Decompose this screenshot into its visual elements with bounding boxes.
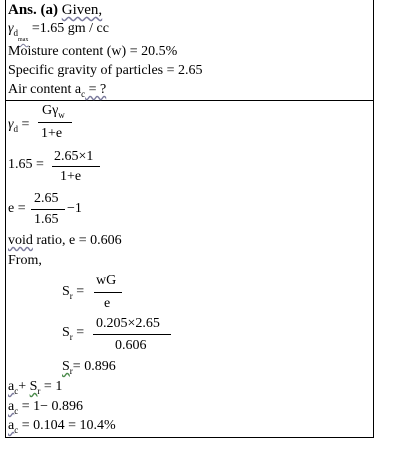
eq3-fraction-bar xyxy=(31,209,65,210)
divider xyxy=(5,100,373,101)
eq5-denominator: 0.606 xyxy=(115,338,147,353)
air-content: Air content $a_c$ = ? xyxy=(8,82,107,99)
eq3-denominator: 1.65 xyxy=(34,212,59,227)
final-line-2: $a_c = 1- 0.896$ xyxy=(8,399,84,416)
eq1-fraction-bar xyxy=(38,122,72,123)
eq3-tail: −1 xyxy=(67,201,82,216)
final-line-3: $a_c = 0.104 = 10.4\%$ xyxy=(8,418,116,435)
sr-value: $S_r= 0.896$ xyxy=(62,359,116,376)
eq1-denominator: 1+e xyxy=(41,126,63,141)
eq1-lhs: $\gamma_d$ = xyxy=(8,117,30,134)
answer-label: Ans. (a) xyxy=(8,2,59,18)
given-label: Given, xyxy=(61,2,103,18)
eq2-numerator: 2.65×1 xyxy=(54,149,94,164)
eq2-fraction-bar xyxy=(52,166,100,167)
moisture-content: Moisture content (w) = 20.5% xyxy=(8,44,178,59)
eq3-lhs: e = xyxy=(8,201,26,216)
void-ratio-line: void ratio, e = 0.606 xyxy=(8,233,122,248)
gamma-symbol: γ xyxy=(8,21,14,36)
eq1-numerator: $G\gamma_w$ xyxy=(42,103,65,120)
eq5-fraction-bar xyxy=(93,334,171,335)
eq2-lhs: 1.65 = xyxy=(8,157,44,172)
gamma-value: =1.65 gm / cc xyxy=(31,21,109,36)
eq4-denominator: e xyxy=(104,296,111,311)
from-label: From, xyxy=(8,253,42,268)
eq4-lhs: $S_r$ = xyxy=(62,284,85,301)
eq2-denominator: 1+e xyxy=(60,169,82,184)
answer-header xyxy=(8,3,102,18)
eq4-fraction-bar xyxy=(94,292,122,293)
eq5-numerator: 0.205×2.65 xyxy=(96,316,160,331)
final-line-1: $a_c+ S_r = 1$ xyxy=(8,379,63,396)
eq5-lhs: $S_r$ = xyxy=(62,325,85,342)
specific-gravity: Specific gravity of particles = 2.65 xyxy=(8,63,203,78)
eq3-numerator: 2.65 xyxy=(34,191,59,206)
eq4-numerator: wG xyxy=(96,273,117,288)
gamma-dmax-line xyxy=(8,21,109,43)
gamma-sub: dmax xyxy=(13,28,29,43)
